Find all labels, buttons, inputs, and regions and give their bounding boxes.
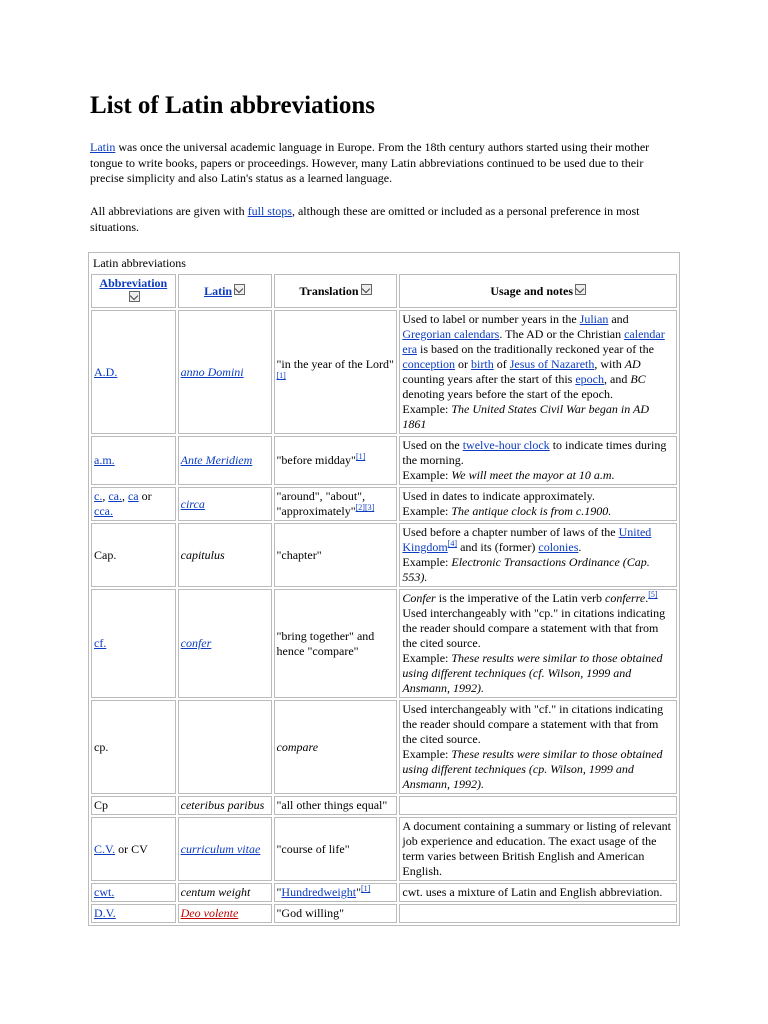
page-title: List of Latin abbreviations <box>90 92 375 119</box>
julian-link[interactable]: Julian <box>579 312 609 326</box>
usage-cell: A document containing a summary or listing of relevant job experience and education. The exact usage of the term varies between British English and American English. <box>399 817 677 881</box>
header-usage-label: Usage and notes <box>490 283 574 298</box>
usage-cell <box>399 904 677 923</box>
sort-icon[interactable] <box>234 284 245 295</box>
translation-text: "around", "about", "approximately" <box>276 489 366 518</box>
abbr-text: cp. <box>91 700 176 794</box>
table-row: c., ca., ca or cca. circa "around", "about", "approximately"[2][3] Used in dates to indicate approximately. Example: The antique clock is from c.1900. <box>91 487 677 521</box>
reference-link[interactable]: [2][3] <box>355 503 375 512</box>
header-translation[interactable] <box>274 274 398 308</box>
jesus-link[interactable]: Jesus of Nazareth <box>509 357 595 371</box>
table-row <box>91 523 677 587</box>
gregorian-link[interactable]: Gregorian calendars <box>402 327 500 341</box>
stops-text-1: All abbreviations are given with <box>90 204 248 218</box>
abbr-link[interactable]: ca <box>127 489 139 503</box>
translation-text: compare <box>276 739 319 754</box>
latin-term: capitulus <box>180 547 225 562</box>
translation-text: "before midday" <box>276 453 356 467</box>
usage-cell: Used on the twelve-hour clock to indicate times during the morning. Example: We will meet the mayor at 10 a.m. <box>399 436 677 485</box>
reference-link[interactable]: [1] <box>355 452 366 461</box>
latin-term-redlink[interactable]: Deo volente <box>180 906 239 920</box>
reference-link[interactable]: [1] <box>360 884 371 893</box>
abbr-link[interactable]: C.V. <box>94 841 116 856</box>
translation-text: "course of life" <box>274 817 398 881</box>
abbr-link[interactable]: D.V. <box>94 906 116 920</box>
abbr-link[interactable]: cca. <box>94 504 113 518</box>
translation-text: "in the year of the Lord" <box>276 357 394 371</box>
usage-cell: cwt. uses a mixture of Latin and English abbreviation. <box>399 883 677 902</box>
latin-term-link[interactable]: confer <box>180 636 212 650</box>
colonies-link[interactable]: colonies <box>538 540 579 554</box>
latin-term-link[interactable]: circa <box>180 496 205 511</box>
header-abbreviation[interactable] <box>91 274 176 308</box>
abbr-link[interactable]: cf. <box>94 636 107 650</box>
header-translation-label: Translation <box>299 283 359 298</box>
usage-cell <box>399 796 677 815</box>
abbr-link[interactable]: c. <box>94 489 103 503</box>
table-row <box>91 904 677 923</box>
translation-text: "bring together" and hence "compare" <box>274 589 398 698</box>
table-row: cwt. centum weight "Hundredweight"[1] cwt. uses a mixture of Latin and English abbreviation. <box>91 883 677 902</box>
stops-paragraph <box>90 204 680 235</box>
calendar-era-link[interactable]: calendar era <box>402 327 665 356</box>
hundredweight-link[interactable]: Hundredweight <box>281 885 357 899</box>
usage-cell: Used to label or number years in the Julian and Gregorian calendars. The AD or the Christian calendar era is based on the traditionally reckoned year of the conception or birth of Jesus of Nazareth, with AD counting years after the start of this epoch, and BC denoting years before the start of the epoch. Example: The United States Civil War began in AD 1861 <box>399 310 677 434</box>
reference-link[interactable]: [4] <box>447 539 458 548</box>
stops-text-2: , although these are omitted or included as a personal preference in most situations. <box>90 204 640 234</box>
table-row <box>91 589 677 698</box>
header-usage[interactable] <box>399 274 677 308</box>
header-latin-label[interactable]: Latin <box>204 283 233 298</box>
sort-icon[interactable] <box>361 284 372 295</box>
reference-link[interactable]: [5] <box>648 590 658 599</box>
intro-paragraph <box>90 140 680 187</box>
abbr-link[interactable]: A.D. <box>94 364 118 379</box>
abbr-text: Cap. <box>91 523 176 587</box>
header-latin[interactable] <box>178 274 272 308</box>
latin-term-link[interactable]: Ante Meridiem <box>180 453 253 467</box>
latin-term: centum weight <box>180 885 251 899</box>
abbr-text: Cp <box>91 796 176 815</box>
intro-text: was once the universal academic language in Europe. From the 18th century authors started using their mother tongue to write books, papers or proceedings. However, many Latin abbreviations continued to be used due to their precise simplicity and also Latin's status as a learned language. <box>90 140 650 185</box>
header-abbreviation-label[interactable]: Abbreviation <box>99 276 168 290</box>
latin-term-link[interactable]: anno Domini <box>180 364 244 379</box>
sort-icon[interactable] <box>575 284 586 295</box>
uk-link[interactable]: United Kingdom <box>402 525 652 554</box>
abbr-link[interactable]: a.m. <box>94 453 115 467</box>
epoch-link[interactable]: epoch <box>575 372 604 386</box>
latin-term <box>178 700 272 794</box>
latin-term-link[interactable]: curriculum vitae <box>180 841 261 856</box>
reference-link[interactable]: [1] <box>276 371 286 380</box>
usage-cell: Used interchangeably with "cf." in citations indicating the reader should compare a statement with that from the cited source. Example: These results were similar to those obtained using different techniques (cp. Wilson, 1999 and Ansmann, 1992). <box>399 700 677 794</box>
sort-icon[interactable] <box>129 291 140 302</box>
table-header-row <box>91 274 677 308</box>
table-row <box>91 436 677 485</box>
table-row <box>91 700 677 794</box>
usage-cell: Confer is the imperative of the Latin verb conferre.[5] Used interchangeably with "cp." in citations indicating the reader should compare a statement with that from the cited source. Example: These results were similar to those obtained using different techniques (cf. Wilson, 1999 and Ansmann, 1992). <box>399 589 677 698</box>
table-row: C.V. or CV curriculum vitae "course of life" A document containing a summary or listing of relevant job experience and education. The exact usage of the term varies between British English and American English. <box>91 817 677 881</box>
birth-link[interactable]: birth <box>471 357 494 371</box>
translation-text: "God willing" <box>274 904 398 923</box>
usage-cell: Used in dates to indicate approximately. Example: The antique clock is from c.1900. <box>399 487 677 521</box>
twelve-hour-clock-link[interactable]: twelve-hour clock <box>462 438 550 452</box>
translation-text: "all other things equal" <box>274 796 398 815</box>
table-row <box>91 310 677 434</box>
latin-link[interactable]: Latin <box>90 140 116 154</box>
abbreviations-table <box>88 252 680 926</box>
translation-text: "chapter" <box>274 523 398 587</box>
usage-cell: Used before a chapter number of laws of the United Kingdom[4] and its (former) colonies. Example: Electronic Transactions Ordinance (Cap. 553). <box>399 523 677 587</box>
abbr-link[interactable]: ca. <box>108 489 122 503</box>
table-row <box>91 796 677 815</box>
full-stops-link[interactable]: full stops <box>247 204 292 218</box>
latin-term: ceteribus paribus <box>180 798 265 812</box>
table-caption: Latin abbreviations <box>93 256 186 270</box>
abbr-link[interactable]: cwt. <box>94 885 115 899</box>
conception-link[interactable]: conception <box>402 357 456 371</box>
